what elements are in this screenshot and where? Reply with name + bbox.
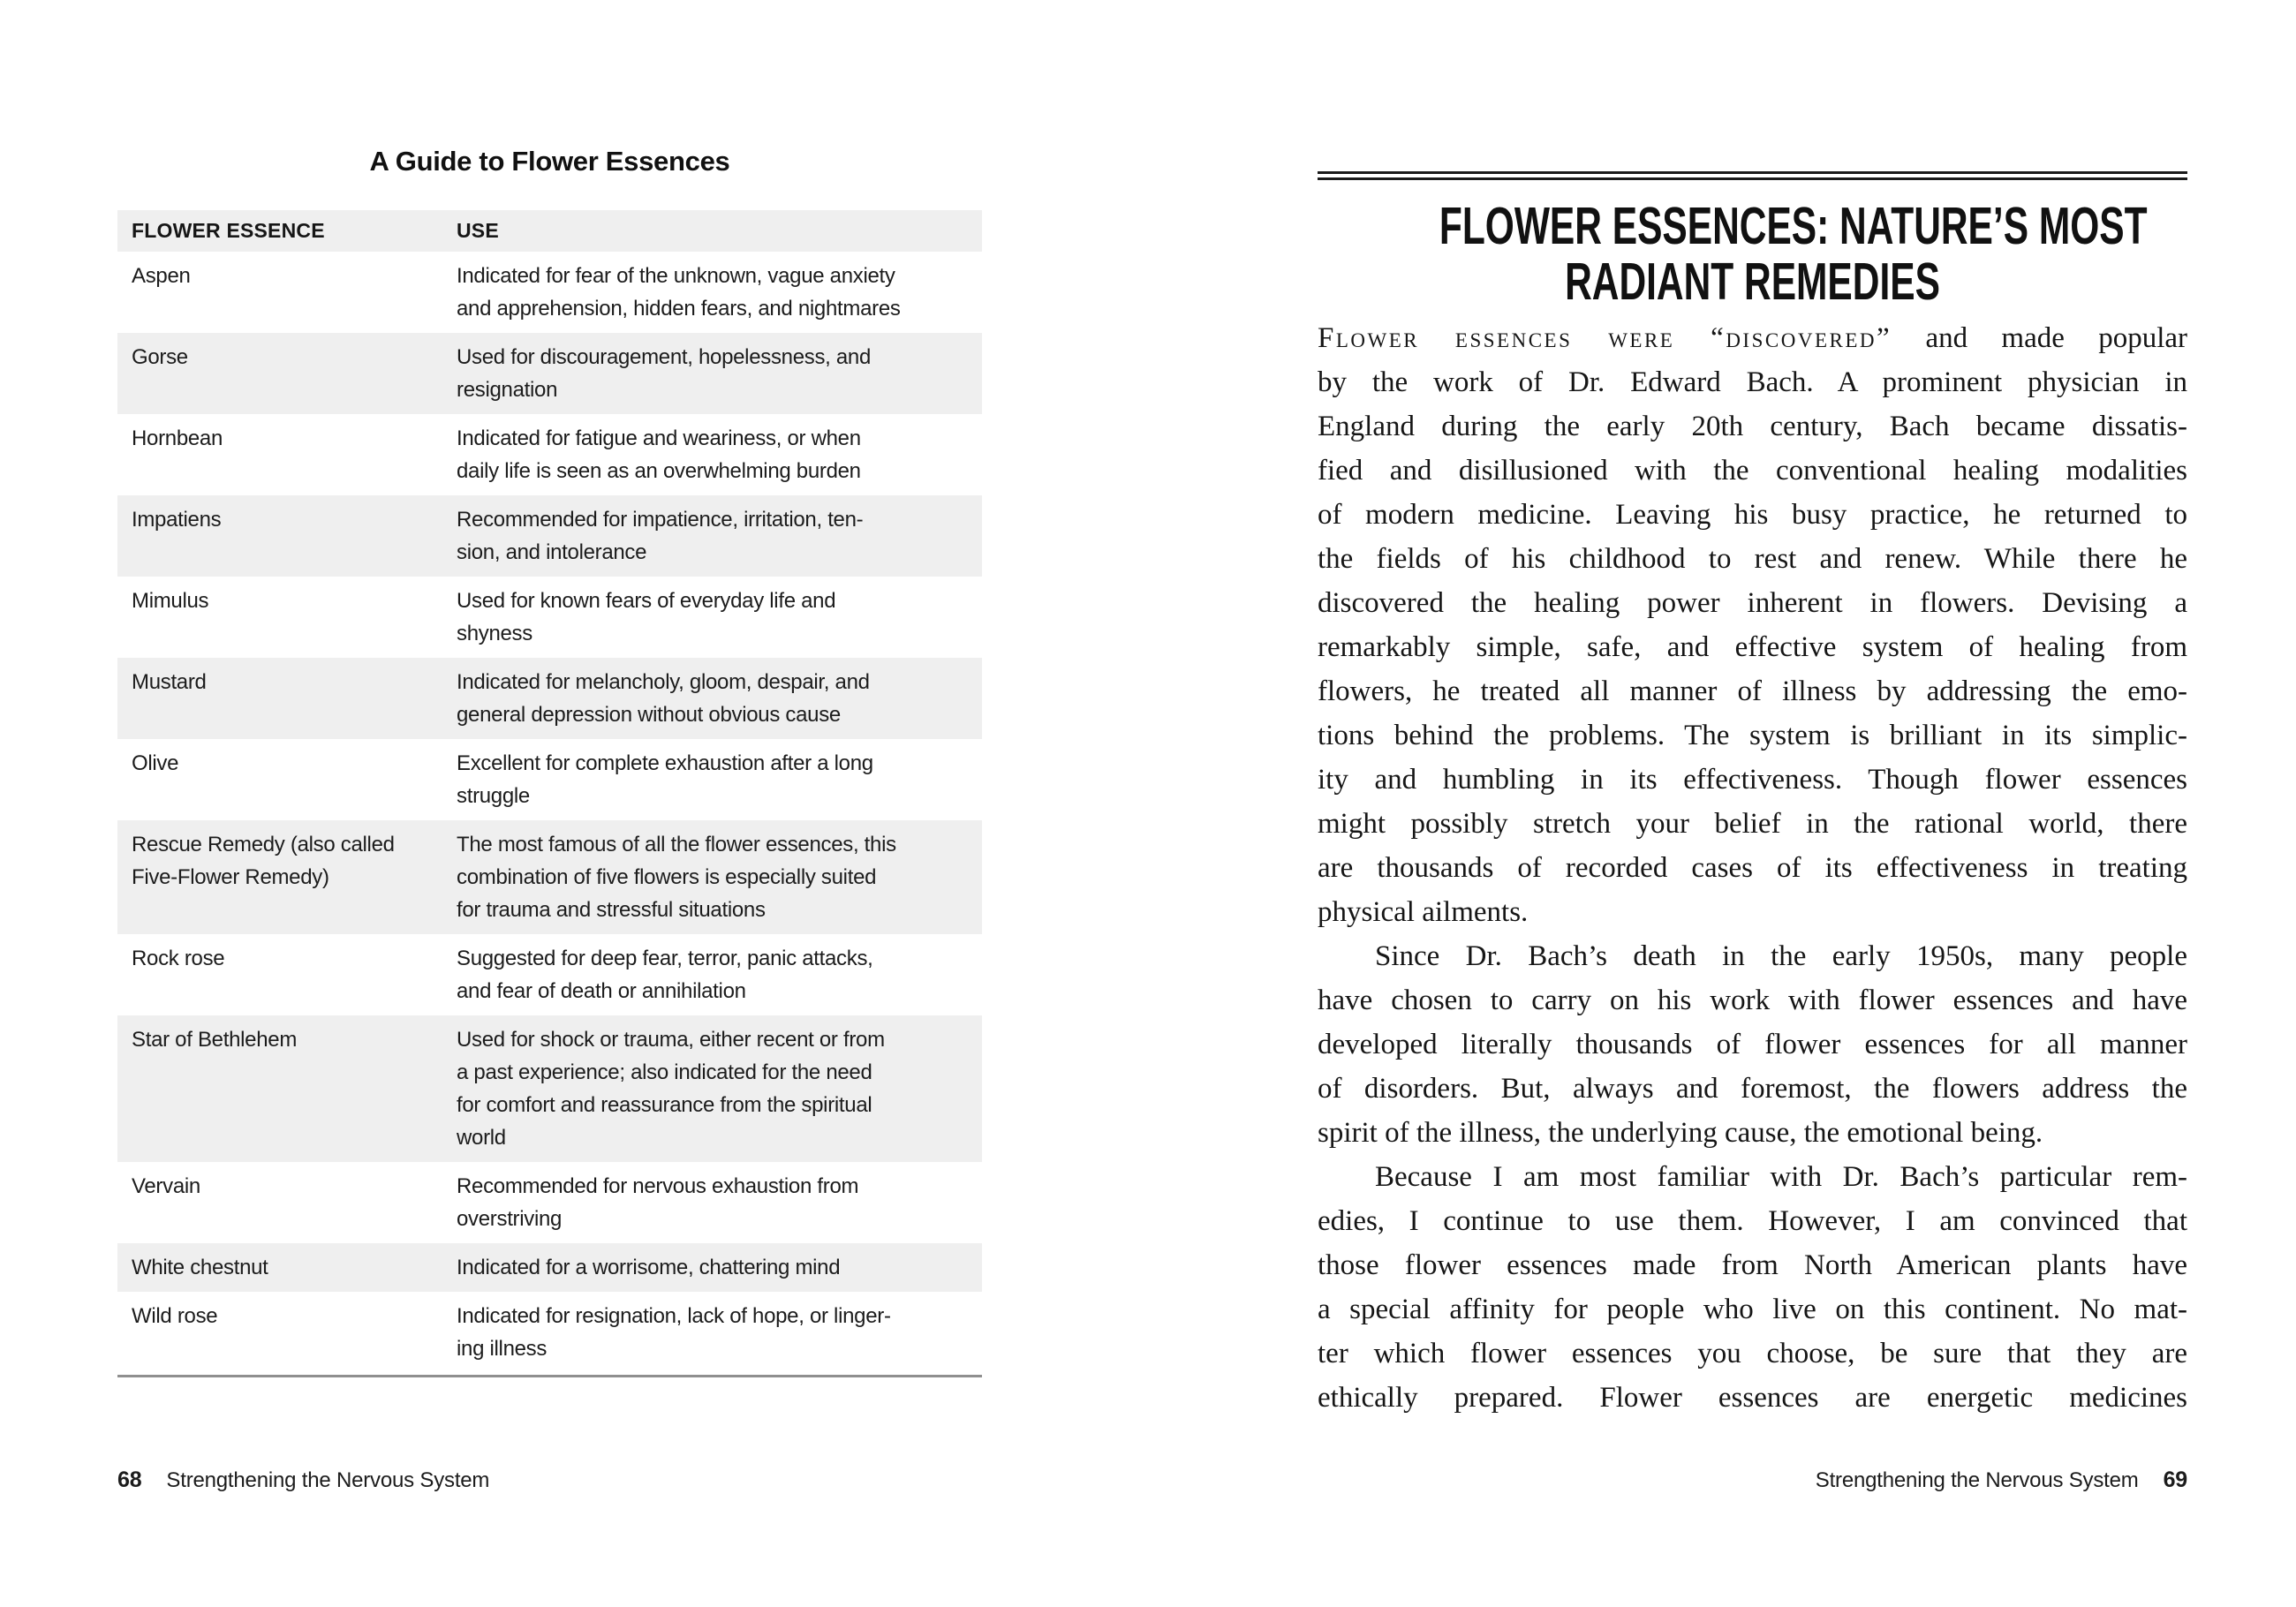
body-line: ity and humbling in its effectiveness. Though flower essences bbox=[1318, 764, 2187, 796]
essence-cell bbox=[132, 585, 457, 650]
use-cell bbox=[457, 1170, 968, 1235]
body-line: a special affinity for people who live on this continent. No mat- bbox=[1318, 1294, 2187, 1325]
chapter-title-line-1: FLOWER ESSENCES: NATURE’S MOST bbox=[1439, 197, 2148, 255]
essence-line: Aspen bbox=[132, 264, 191, 288]
use-cell bbox=[457, 422, 968, 487]
essence-cell bbox=[132, 828, 457, 926]
essence-cell bbox=[132, 1251, 457, 1284]
essence-cell bbox=[132, 1023, 457, 1154]
table-row bbox=[117, 1292, 982, 1373]
chapter-title bbox=[1318, 199, 2187, 310]
paragraph bbox=[1318, 934, 2187, 1155]
essence-line: Vervain bbox=[132, 1174, 200, 1198]
left-running-footer: Strengthening the Nervous System bbox=[166, 1468, 490, 1492]
essence-cell bbox=[132, 503, 457, 569]
body-line: discovered the healing power inherent in flowers. Devising a bbox=[1318, 587, 2187, 619]
small-caps-opener: Flower essences were “discovered” bbox=[1318, 322, 1892, 354]
use-line: Indicated for melancholy, gloom, despair, and bbox=[457, 670, 870, 694]
table-row bbox=[117, 739, 982, 820]
table-row bbox=[117, 414, 982, 495]
body-line: flowers, he treated all manner of illness by addressing the emo- bbox=[1318, 675, 2187, 707]
table-row bbox=[117, 252, 982, 333]
essence-cell bbox=[132, 260, 457, 325]
body-line: ethically prepared. Flower essences are energetic medicines bbox=[1318, 1382, 2187, 1414]
essence-cell bbox=[132, 942, 457, 1007]
use-cell bbox=[457, 1251, 968, 1284]
essence-line: Impatiens bbox=[132, 508, 222, 532]
essence-cell bbox=[132, 747, 457, 812]
essence-line: Mimulus bbox=[132, 589, 209, 613]
body-line: physical ailments. bbox=[1318, 896, 1529, 928]
body-line: Flower essences were “discovered” and made popular bbox=[1318, 322, 2187, 354]
table-row bbox=[117, 658, 982, 739]
use-line: Used for shock or trauma, either recent or from bbox=[457, 1028, 885, 1052]
use-cell bbox=[457, 503, 968, 569]
body-line: have chosen to carry on his work with flower essences and have bbox=[1318, 985, 2187, 1016]
essence-line: Gorse bbox=[132, 345, 188, 369]
essence-line: Rock rose bbox=[132, 947, 225, 970]
left-page-footer bbox=[117, 1467, 489, 1493]
column-header-use: USE bbox=[457, 219, 499, 242]
body-line: of disorders. But, always and foremost, the flowers address the bbox=[1318, 1073, 2187, 1105]
use-line: and apprehension, hidden fears, and nightmares bbox=[457, 297, 901, 321]
use-line: sion, and intolerance bbox=[457, 540, 647, 564]
use-cell bbox=[457, 585, 968, 650]
use-cell bbox=[457, 341, 968, 406]
body-line: fied and disillusioned with the conventional healing modalities bbox=[1318, 455, 2187, 487]
right-running-footer: Strengthening the Nervous System bbox=[1815, 1468, 2139, 1492]
essence-cell bbox=[132, 666, 457, 731]
use-line: Excellent for complete exhaustion after a long bbox=[457, 751, 873, 775]
table-body bbox=[117, 252, 982, 1373]
use-line: daily life is seen as an overwhelming burden bbox=[457, 459, 861, 483]
use-line: for comfort and reassurance from the spiritual bbox=[457, 1093, 872, 1117]
use-line: struggle bbox=[457, 784, 530, 808]
body-line: ter which flower essences you choose, be sure that they are bbox=[1318, 1338, 2187, 1369]
use-line: world bbox=[457, 1126, 506, 1150]
body-line: Since Dr. Bach’s death in the early 1950s, many people bbox=[1375, 940, 2187, 972]
body-line: developed literally thousands of flower essences for all manner bbox=[1318, 1029, 2187, 1060]
table-header bbox=[117, 210, 982, 252]
use-line: ing illness bbox=[457, 1337, 548, 1361]
table-row bbox=[117, 1243, 982, 1292]
table-row bbox=[117, 577, 982, 658]
use-line: Suggested for deep fear, terror, panic attacks, bbox=[457, 947, 873, 970]
use-line: The most famous of all the flower essences, this bbox=[457, 833, 896, 856]
use-line: overstriving bbox=[457, 1207, 563, 1231]
body-line: tions behind the problems. The system is brilliant in its simplic- bbox=[1318, 720, 2187, 751]
left-page-number: 68 bbox=[117, 1467, 142, 1492]
table-row bbox=[117, 934, 982, 1015]
essence-line: Wild rose bbox=[132, 1304, 218, 1328]
essence-line: Star of Bethlehem bbox=[132, 1028, 298, 1052]
essence-line: Five-Flower Remedy) bbox=[132, 865, 329, 889]
right-page-number: 69 bbox=[2163, 1467, 2187, 1492]
use-line: Recommended for nervous exhaustion from bbox=[457, 1174, 859, 1198]
use-line: and fear of death or annihilation bbox=[457, 979, 746, 1003]
body-line: the fields of his childhood to rest and renew. While there he bbox=[1318, 543, 2187, 575]
right-page-footer bbox=[1318, 1467, 2187, 1493]
use-cell bbox=[457, 942, 968, 1007]
use-line: Recommended for impatience, irritation, ten- bbox=[457, 508, 864, 532]
body-line: those flower essences made from North American plants have bbox=[1318, 1249, 2187, 1281]
paragraph bbox=[1318, 316, 2187, 934]
use-cell bbox=[457, 1023, 968, 1154]
essence-cell bbox=[132, 341, 457, 406]
body-line: are thousands of recorded cases of its effectiveness in treating bbox=[1318, 852, 2187, 884]
essence-cell bbox=[132, 1170, 457, 1235]
use-line: Used for known fears of everyday life and bbox=[457, 589, 836, 613]
essence-line: White chestnut bbox=[132, 1256, 268, 1279]
body-line: remarkably simple, safe, and effective system of healing from bbox=[1318, 631, 2187, 663]
use-line: for trauma and stressful situations bbox=[457, 898, 766, 922]
use-line: general depression without obvious cause bbox=[457, 703, 841, 727]
use-cell bbox=[457, 666, 968, 731]
essence-cell bbox=[132, 422, 457, 487]
use-line: shyness bbox=[457, 622, 532, 645]
essence-line: Rescue Remedy (also called bbox=[132, 833, 395, 856]
use-line: Indicated for a worrisome, chattering mind bbox=[457, 1256, 841, 1279]
body-line: of modern medicine. Leaving his busy practice, he returned to bbox=[1318, 499, 2187, 531]
paragraph bbox=[1318, 1155, 2187, 1420]
use-line: a past experience; also indicated for the need bbox=[457, 1060, 872, 1084]
column-header-flower-essence: FLOWER ESSENCE bbox=[132, 219, 325, 242]
table-row bbox=[117, 820, 982, 934]
table-row bbox=[117, 1162, 982, 1243]
table-row bbox=[117, 495, 982, 577]
body-line: by the work of Dr. Edward Bach. A prominent physician in bbox=[1318, 366, 2187, 398]
use-line: resignation bbox=[457, 378, 558, 402]
use-line: combination of five flowers is especially suited bbox=[457, 865, 877, 889]
use-cell bbox=[457, 747, 968, 812]
use-cell bbox=[457, 828, 968, 926]
table-title: A Guide to Flower Essences bbox=[369, 146, 730, 177]
use-line: Indicated for fatigue and weariness, or when bbox=[457, 426, 861, 450]
essence-cell bbox=[132, 1300, 457, 1365]
use-cell bbox=[457, 1300, 968, 1365]
chapter-double-rule bbox=[1318, 171, 2187, 180]
table-bottom-rule bbox=[117, 1375, 982, 1377]
body-line: might possibly stretch your belief in the rational world, there bbox=[1318, 808, 2187, 840]
chapter-body-text bbox=[1318, 316, 2187, 1420]
essence-line: Mustard bbox=[132, 670, 207, 694]
body-line: spirit of the illness, the underlying cause, the emotional being. bbox=[1318, 1117, 2043, 1149]
use-line: Used for discouragement, hopelessness, and bbox=[457, 345, 872, 369]
table-row bbox=[117, 1015, 982, 1162]
essence-line: Hornbean bbox=[132, 426, 223, 450]
essence-line: Olive bbox=[132, 751, 179, 775]
use-cell bbox=[457, 260, 968, 325]
body-line: edies, I continue to use them. However, I am convinced that bbox=[1318, 1205, 2187, 1237]
body-line: England during the early 20th century, Bach became dissatis- bbox=[1318, 411, 2187, 442]
chapter-title-line-2: RADIANT REMEDIES bbox=[1565, 253, 1940, 311]
use-line: Indicated for resignation, lack of hope, or linger- bbox=[457, 1304, 891, 1328]
flower-essence-table bbox=[117, 210, 982, 1377]
use-line: Indicated for fear of the unknown, vague anxiety bbox=[457, 264, 895, 288]
table-row bbox=[117, 333, 982, 414]
body-line: Because I am most familiar with Dr. Bach’s particular rem- bbox=[1375, 1161, 2187, 1193]
